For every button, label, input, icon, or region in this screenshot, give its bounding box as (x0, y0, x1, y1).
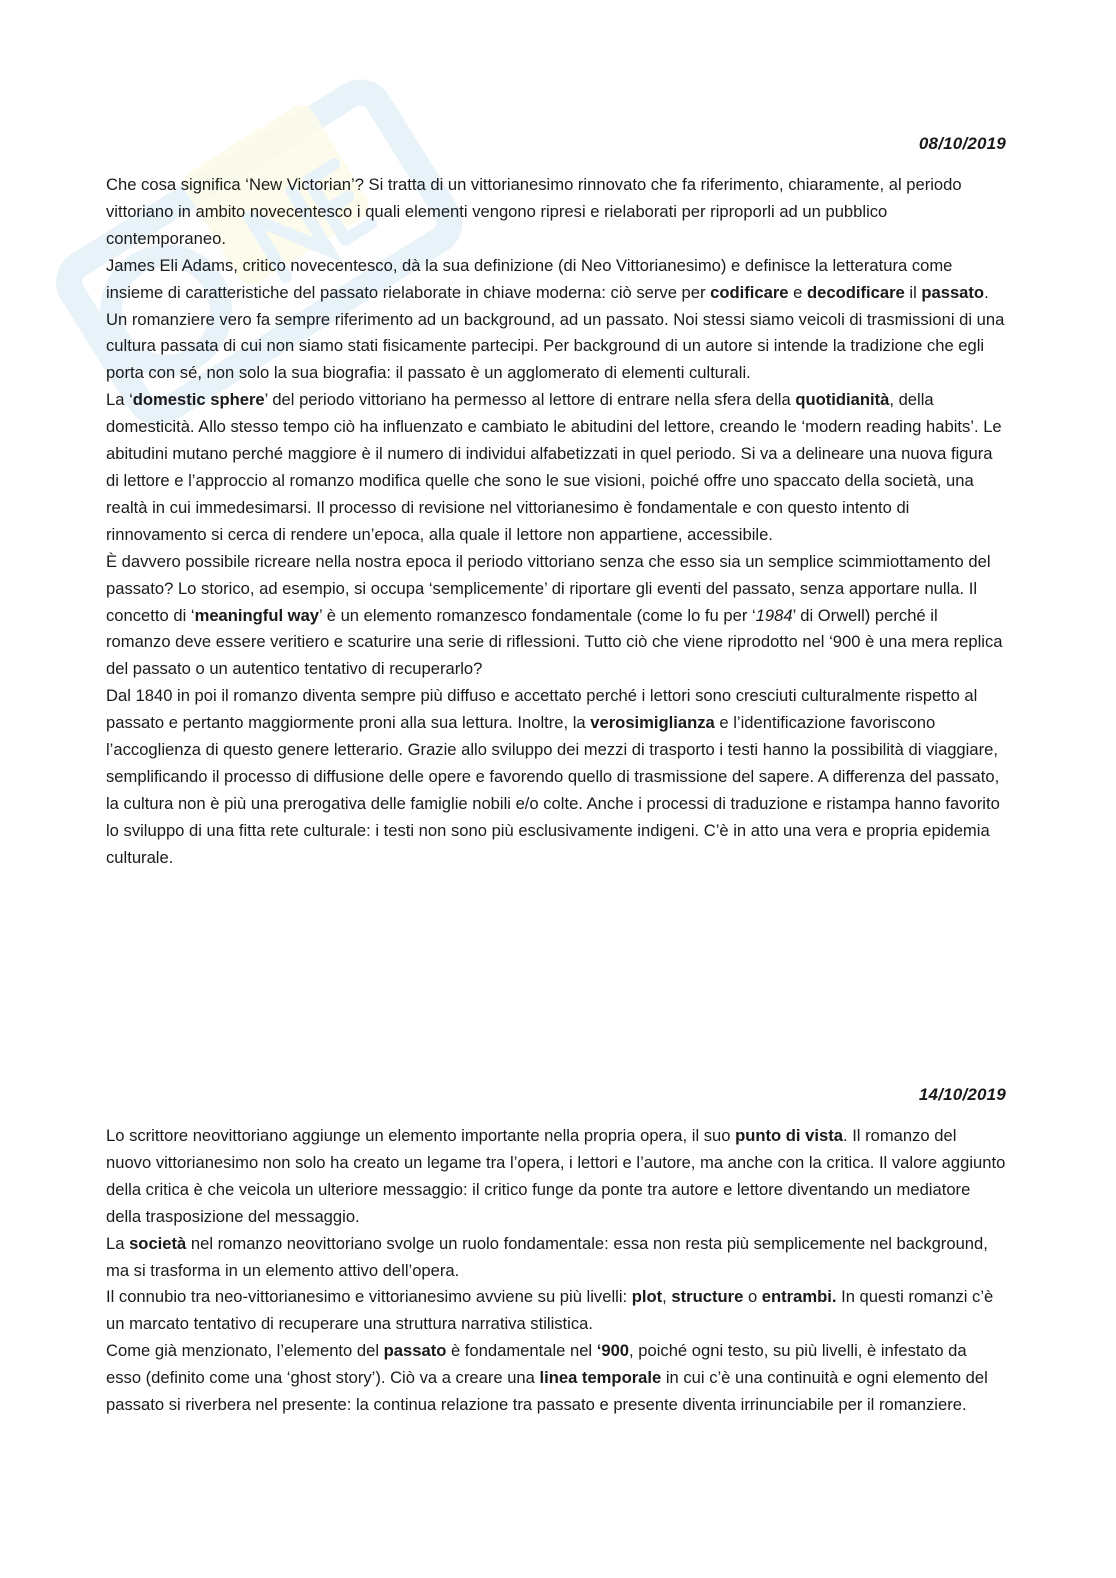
text-run: La ‘ (106, 390, 133, 410)
bold-term: structure (671, 1287, 744, 1307)
text-run: , poiché ogni testo, su più livelli, è infestato da esso (definito come una ‘ghost story’). Ciò va a creare una (106, 1341, 967, 1388)
text-run: Lo scrittore neovittoriano aggiunge un elemento importante nella propria opera, il suo (106, 1126, 736, 1145)
bold-term: quotidianità (795, 390, 890, 410)
text-run: e (788, 282, 807, 302)
text-run: È davvero possibile ricreare nella nostra epoca il periodo vittoriano senza che esso sia un semplice scimmiottamento del passato? Lo storico, ad esempio, si occupa ‘semplicemente’ di riportare gli eventi del passato, senza apportare nulla. Il concetto di ‘ (106, 551, 991, 625)
text-run: , della domesticità. Allo stesso tempo ciò ha influenzato e cambiato le abitudini del lettore, creando le ‘modern reading habits’. Le abitudini mutano perché maggiore è il numero di individui alfabetizzati in quel periodo. Si va a delineare una nuova figura di lettore e l’approccio al romanzo modifica quelle che sono le sue visioni, poiché offre uno spaccato della società, una realtà in cui immedesimarsi. Il processo di revisione nel vittorianesimo è fondamentale e con questo intento di rinnovamento si cerca di rendere un’epoca, alla quale il lettore non appartiene, accessibile. (106, 390, 1002, 544)
bold-term: passato (921, 282, 985, 302)
text-run: o (743, 1287, 762, 1307)
text-run: Che cosa significa ‘New Victorian’? Si tratta di un vittorianesimo rinnovato che fa riferimento, chiaramente, al periodo vittoriano in ambito novecentesco i quali elementi vengono ripresi e rielaborati per riproporli ad un pubblico contemporaneo. (106, 175, 962, 248)
paragraph (106, 549, 1006, 684)
paragraph (106, 683, 1006, 871)
bold-term: domestic sphere (132, 390, 265, 410)
text-run: In questi romanzi c’è un marcato tentativo di recuperare una struttura narrativa stilistica. (106, 1287, 994, 1334)
paragraph (106, 1231, 1006, 1285)
text-run: Dal 1840 in poi il romanzo diventa sempre più diffuso e accettato perché i lettori sono cresciuti culturalmente rispetto al passato e pertanto maggiormente proni alla sua lettura. Inoltre, la (106, 686, 978, 733)
text-run: nel romanzo neovittoriano svolge un ruolo fondamentale: essa non resta più semplicemente nel background, ma si trasforma in un elemento attivo dell’opera. (106, 1233, 988, 1280)
paragraph (106, 253, 1006, 388)
text-run: il (904, 282, 922, 302)
text-run: La (106, 1233, 130, 1253)
bold-term: entrambi. (761, 1287, 837, 1307)
bold-term: plot (631, 1287, 663, 1307)
italic-term: 1984 (755, 605, 793, 625)
bold-term: decodificare (807, 282, 905, 302)
section-date: 14/10/2019 (918, 1085, 1006, 1104)
text-run: Come già menzionato, l’elemento del (106, 1341, 384, 1361)
text-run: ’ di Orwell) perché il romanzo deve essere veritiero e scaturire una serie di riflessioni. Tutto ciò che viene riprodotto nel ‘900 è una mera replica del passato o un autentico tentativo di recuperarlo? (106, 605, 1003, 679)
text-run: in cui c’è una continuità e ogni elemento del passato si riverbera nel presente: la continua relazione tra passato e presente diventa irrinunciabile per il romanziere. (106, 1368, 988, 1415)
section-body (106, 172, 1006, 872)
text-run: . Il romanzo del nuovo vittorianesimo non solo ha creato un legame tra l’opera, i lettori e l’autore, ma anche con la critica. Il valore aggiunto della critica è che veicola un ulteriore messaggio: il critico funge da ponte tra autore e lettore diventando un mediatore della trasposizione del messaggio. (106, 1126, 1006, 1226)
text-run: è fondamentale nel (446, 1341, 597, 1361)
paragraph (106, 1338, 1006, 1419)
bold-term: passato (383, 1341, 447, 1361)
bold-term: codificare (710, 282, 789, 302)
text-run: e l’identificazione favoriscono l’accoglienza di questo genere letterario. Grazie allo sviluppo dei mezzi di trasporto i testi hanno la possibilità di viaggiare, semplificando il processo di diffusione delle opere e favorendo quello di trasmissione del sapere. A differenza del passato, la cultura non è più una prerogativa delle famiglie nobili e/o colte. Anche i processi di traduzione e ristampa hanno favorito lo sviluppo di una fitta rete culturale: i testi non sono più esclusivamente indigeni. C’è in atto una vera e propria epidemia culturale. (106, 713, 1000, 867)
text-run: , (662, 1287, 672, 1307)
text-run: ’ è un elemento romanzesco fondamentale (come lo fu per ‘ (319, 605, 756, 625)
bold-term: linea temporale (539, 1368, 662, 1388)
bold-term: società (129, 1233, 187, 1253)
text-run: ’ del periodo vittoriano ha permesso al lettore di entrare nella sfera della (264, 390, 796, 410)
section-body (106, 1123, 1006, 1419)
section-date: 08/10/2019 (918, 134, 1006, 153)
bold-term: meaningful way (194, 605, 320, 625)
bold-term: verosimiglianza (590, 713, 715, 733)
paragraph (106, 1123, 1006, 1231)
text-run: Il connubio tra neo-vittorianesimo e vittorianesimo avviene su più livelli: (106, 1287, 632, 1307)
paragraph (106, 172, 1006, 253)
bold-term: ‘900 (596, 1341, 630, 1361)
text-run: . Un romanziere vero fa sempre riferimento ad un background, ad un passato. Noi stessi siamo veicoli di trasmissioni di una cultura passata di cui non siamo stati fisicamente partecipi. Per background di un autore si intende la tradizione che egli porta con sé, non solo la sua biografia: il passato è un agglomerato di elementi culturali. (106, 282, 1005, 383)
bold-term: punto di vista (735, 1126, 843, 1145)
text-run: James Eli Adams, critico novecentesco, dà la sua definizione (di Neo Vittorianesimo) e definisce la letteratura come insieme di caratteristiche del passato rielaborate in chiave moderna: ciò serve per (106, 255, 953, 302)
paragraph (106, 387, 1006, 548)
paragraph (106, 1284, 1006, 1338)
